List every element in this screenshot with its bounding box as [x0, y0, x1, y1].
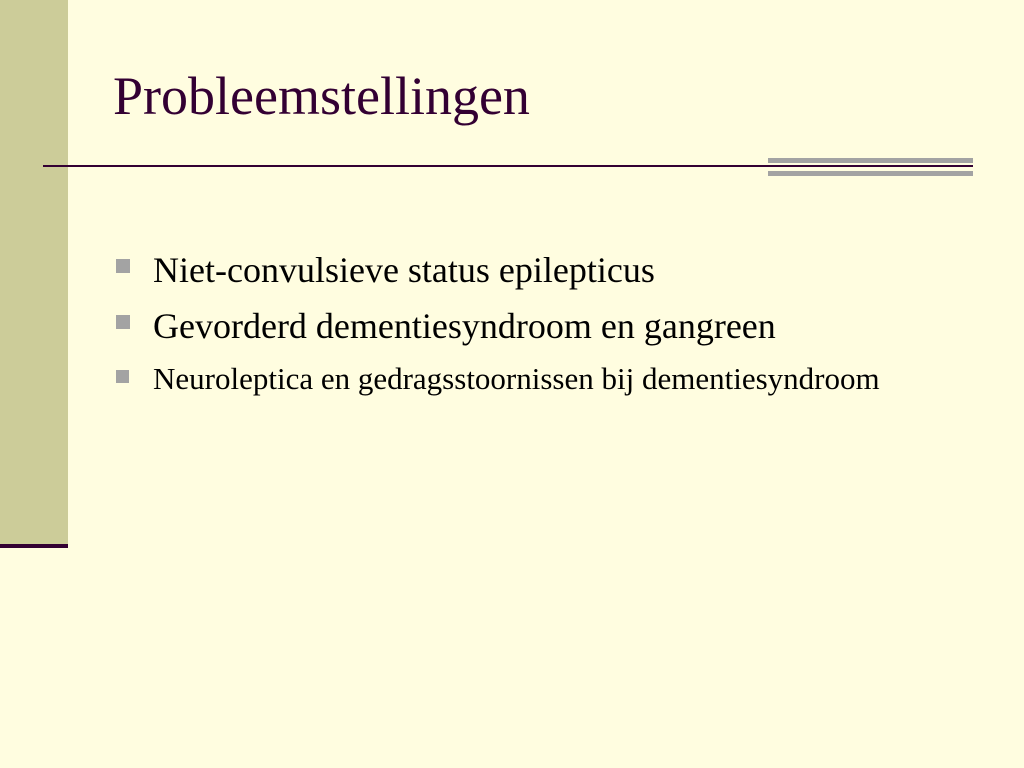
accent-stripe	[768, 158, 973, 163]
square-bullet-icon	[116, 370, 129, 383]
slide-title: Probleemstellingen	[113, 66, 530, 126]
square-bullet-icon	[116, 315, 130, 329]
title-divider-accent	[768, 158, 973, 179]
left-sidebar-band	[0, 0, 68, 545]
bullet-list	[113, 247, 973, 399]
sidebar-underline	[0, 544, 68, 548]
bullet-text: Gevorderd dementiesyndroom en gangreen	[153, 306, 776, 346]
bullet-item	[113, 247, 973, 293]
bullet-text: Neuroleptica en gedragsstoornissen bij dementiesyndroom	[153, 361, 880, 396]
accent-stripe	[768, 171, 973, 176]
bullet-item	[113, 359, 973, 399]
square-bullet-icon	[116, 259, 130, 273]
bullet-item	[113, 303, 973, 349]
bullet-text: Niet-convulsieve status epilepticus	[153, 250, 655, 290]
